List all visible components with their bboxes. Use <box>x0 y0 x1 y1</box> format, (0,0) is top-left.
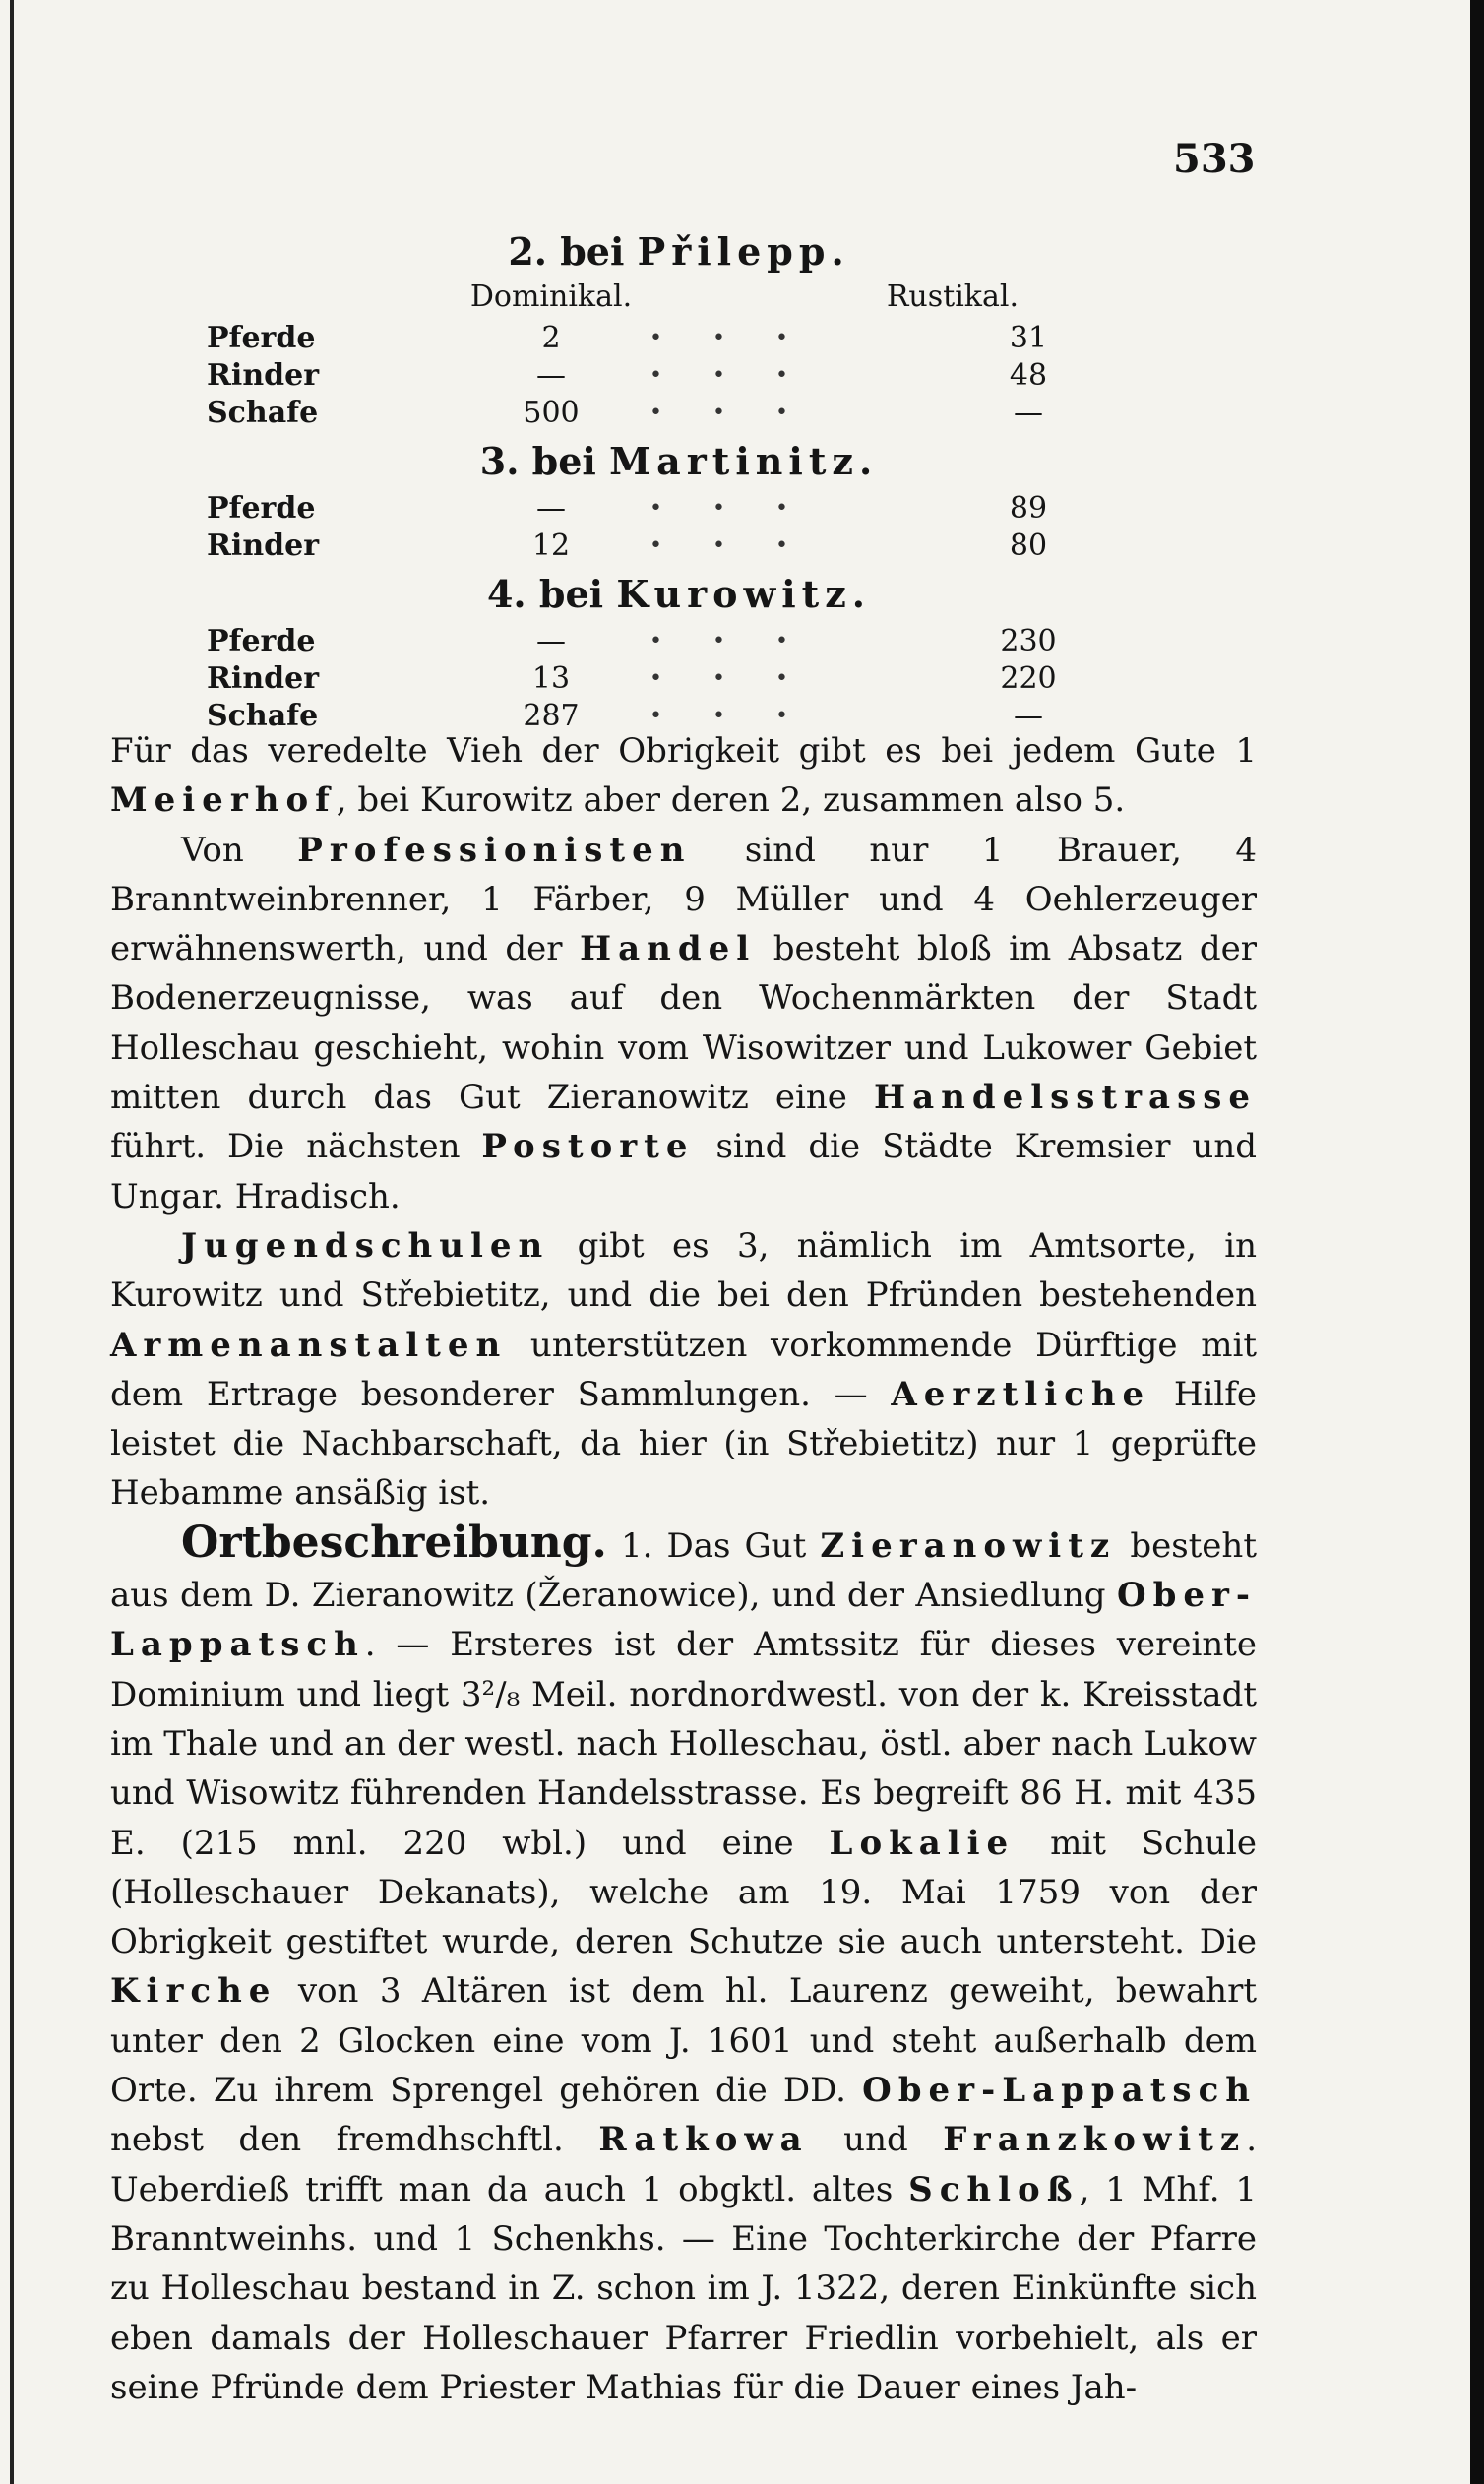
table-row <box>207 489 1151 527</box>
row-label: Rinder <box>207 528 320 563</box>
leader-dots: • • • <box>649 400 810 425</box>
dominikal-value: 500 <box>523 395 580 430</box>
text-run: gibt es 3, nämlich im Amtsorte, in Kurowitz und Střebietitz, und die bei den Pfründen bestehenden <box>110 1225 1258 1316</box>
paragraph-trades <box>110 826 1257 1221</box>
body-text <box>110 726 1257 2412</box>
text-run: sind nur 1 Brauer, 4 Branntweinbrenner, 1 Färber, 9 Müller und 4 Oehlerzeuger erwähnenswerth, und der <box>110 830 1257 969</box>
rustikal-value: 220 <box>1000 660 1057 696</box>
leader-dots: • • • <box>649 362 810 388</box>
spaced-term: Schloß <box>908 2169 1080 2209</box>
spaced-term: Meierhof <box>110 780 337 821</box>
column-headers <box>207 279 1151 319</box>
rustikal-value: 89 <box>1009 490 1048 526</box>
heading-place: Přilepp. <box>637 229 850 274</box>
text-run: nebst den fremdhschftl. <box>110 2120 564 2160</box>
section-heading-kurowitz <box>207 572 1151 616</box>
rustikal-value: 80 <box>1009 528 1048 563</box>
paragraph-schools <box>110 1221 1257 1519</box>
heading-prefix: 4. bei <box>486 572 604 616</box>
spaced-term: Jugendschulen <box>181 1225 550 1266</box>
spaced-term: Franzkowitz <box>943 2120 1247 2160</box>
page-edge-right <box>1470 0 1484 2484</box>
leader-dots: • • • <box>649 325 810 350</box>
row-label: Pferde <box>207 320 316 355</box>
rustikal-value: 31 <box>1009 320 1048 355</box>
column-header-dominikal: Dominikal. <box>469 279 633 314</box>
rustikal-value: 48 <box>1009 357 1048 393</box>
text-run: , bei Kurowitz aber deren 2, zusammen also 5. <box>336 780 1126 821</box>
text-run: . — Ersteres ist der Amtssitz für dieses vereinte Dominium und liegt 3²/₈ Meil. nordnordwestl. von der k. Kreisstadt im Thale und an der westl. nach Holleschau, östl. aber nach Lukow und Wisowitz führenden Handelsstrasse. Es begreift 86 H. mit 435 E. (215 mnl. 220 wbl.) und eine <box>110 1625 1257 1863</box>
dominikal-value: 13 <box>531 660 571 696</box>
leader-dots: • • • <box>649 665 810 691</box>
heading-prefix: 2. bei <box>508 229 625 274</box>
text-run: , 1 Mhf. 1 Branntweinhs. und 1 Schenkhs. — Eine Tochterkirche der Pfarre zu Holleschau bestand in Z. schon im J. 1322, deren Einkünfte sich eben damals der Holleschauer Pfarrer Friedlin vorbehielt, als er seine Pfründe dem Priester Mathias für die Dauer eines Jah- <box>110 2169 1258 2407</box>
row-label: Rinder <box>207 660 320 696</box>
spaced-term: Lokalie <box>829 1823 1016 1863</box>
text-run: und <box>843 2120 908 2160</box>
heading-place: Martinitz. <box>609 439 879 483</box>
paragraph-livestock <box>110 726 1257 826</box>
table-row <box>207 319 1151 356</box>
leader-dots: • • • <box>649 532 810 558</box>
spaced-term: Kirche <box>110 1971 278 2012</box>
spaced-term: Armenanstalten <box>110 1325 508 1365</box>
row-label: Schafe <box>207 698 319 733</box>
text-run: 1. Das Gut <box>620 1525 807 1566</box>
row-label: Schafe <box>207 395 319 430</box>
text-run: . Ueberdieß trifft man da auch 1 obgktl. altes <box>110 2120 1257 2209</box>
spaced-term: Postorte <box>481 1127 695 1167</box>
text-run: besteht bloß im Absatz der Bodenerzeugnisse, was auf den Wochenmärkten der Stadt Holleschau geschieht, wohin vom Wisowitzer und Lukower Gebiet mitten durch das Gut Zieranowitz eine <box>110 929 1257 1118</box>
dominikal-value: 2 <box>541 320 561 355</box>
spaced-term: Handelsstrasse <box>873 1078 1257 1118</box>
text-run: unterstützen vorkommende Dürftige mit dem Ertrage besonderer Sammlungen. — <box>110 1325 1257 1414</box>
page-edge-left <box>10 0 14 2484</box>
spaced-term: Handel <box>580 929 757 969</box>
page-number: 533 <box>1173 136 1256 182</box>
dominikal-value: — <box>536 357 566 393</box>
dominikal-value: — <box>536 623 566 658</box>
heading-prefix: 3. bei <box>479 439 596 483</box>
rustikal-value: — <box>1014 395 1043 430</box>
column-header-rustikal: Rustikal. <box>886 279 1019 314</box>
text-run: Für das veredelte Vieh der Obrigkeit gibt es bei jedem Gute 1 <box>110 731 1257 771</box>
text-run: sind die Städte Kremsier und Ungar. Hradisch. <box>110 1127 1257 1216</box>
text-run: besteht aus dem D. Zieranowitz (Žeranowice), und der Ansiedlung <box>110 1525 1257 1616</box>
rustikal-value: 230 <box>1000 623 1057 658</box>
section-heading-martinitz <box>207 439 1151 483</box>
spaced-term: Ober-Lappatsch <box>110 1576 1258 1665</box>
table-row <box>207 622 1151 659</box>
rustikal-value: — <box>1014 698 1043 733</box>
table-row <box>207 527 1151 564</box>
text-run: von 3 Altären ist dem hl. Laurenz geweiht, bewahrt unter den 2 Glocken eine vom J. 1601 und steht außerhalb dem Orte. Zu ihrem Sprengel gehören die DD. <box>110 1971 1257 2111</box>
spaced-term: Aerztliche <box>891 1374 1151 1414</box>
leader-dots: • • • <box>649 703 810 728</box>
table-row <box>207 356 1151 394</box>
paragraph-ortbeschreibung <box>110 1519 1257 2412</box>
row-label: Pferde <box>207 623 316 658</box>
spaced-term: Professionisten <box>297 830 692 870</box>
heading-place: Kurowitz. <box>616 572 872 616</box>
text-run: führt. Die nächsten <box>110 1127 461 1167</box>
section-heading: Ortbeschreibung. <box>181 1517 607 1568</box>
section-heading-prilepp <box>207 229 1151 274</box>
text-run: mit Schule (Holleschauer Dekanats), welche am 19. Mai 1759 von der Obrigkeit gestiftet wurde, deren Schutze sie auch untersteht. Die <box>110 1823 1257 1962</box>
spaced-term: Ratkowa <box>598 2120 809 2160</box>
leader-dots: • • • <box>649 628 810 653</box>
text-run: Hilfe leistet die Nachbarschaft, da hier (in Střebietitz) nur 1 geprüfte Hebamme ansäßig ist. <box>110 1374 1257 1514</box>
leader-dots: • • • <box>649 495 810 521</box>
table-row <box>207 659 1151 697</box>
dominikal-value: 12 <box>531 528 571 563</box>
dominikal-value: — <box>536 490 566 526</box>
row-label: Pferde <box>207 490 316 526</box>
spaced-term: Zieranowitz <box>820 1525 1117 1566</box>
spaced-term: Ober-Lappatsch <box>862 2071 1257 2111</box>
text-run: Von <box>181 830 244 870</box>
livestock-statistics <box>207 221 1151 734</box>
table-row <box>207 394 1151 431</box>
row-label: Rinder <box>207 357 320 393</box>
dominikal-value: 287 <box>523 698 580 733</box>
